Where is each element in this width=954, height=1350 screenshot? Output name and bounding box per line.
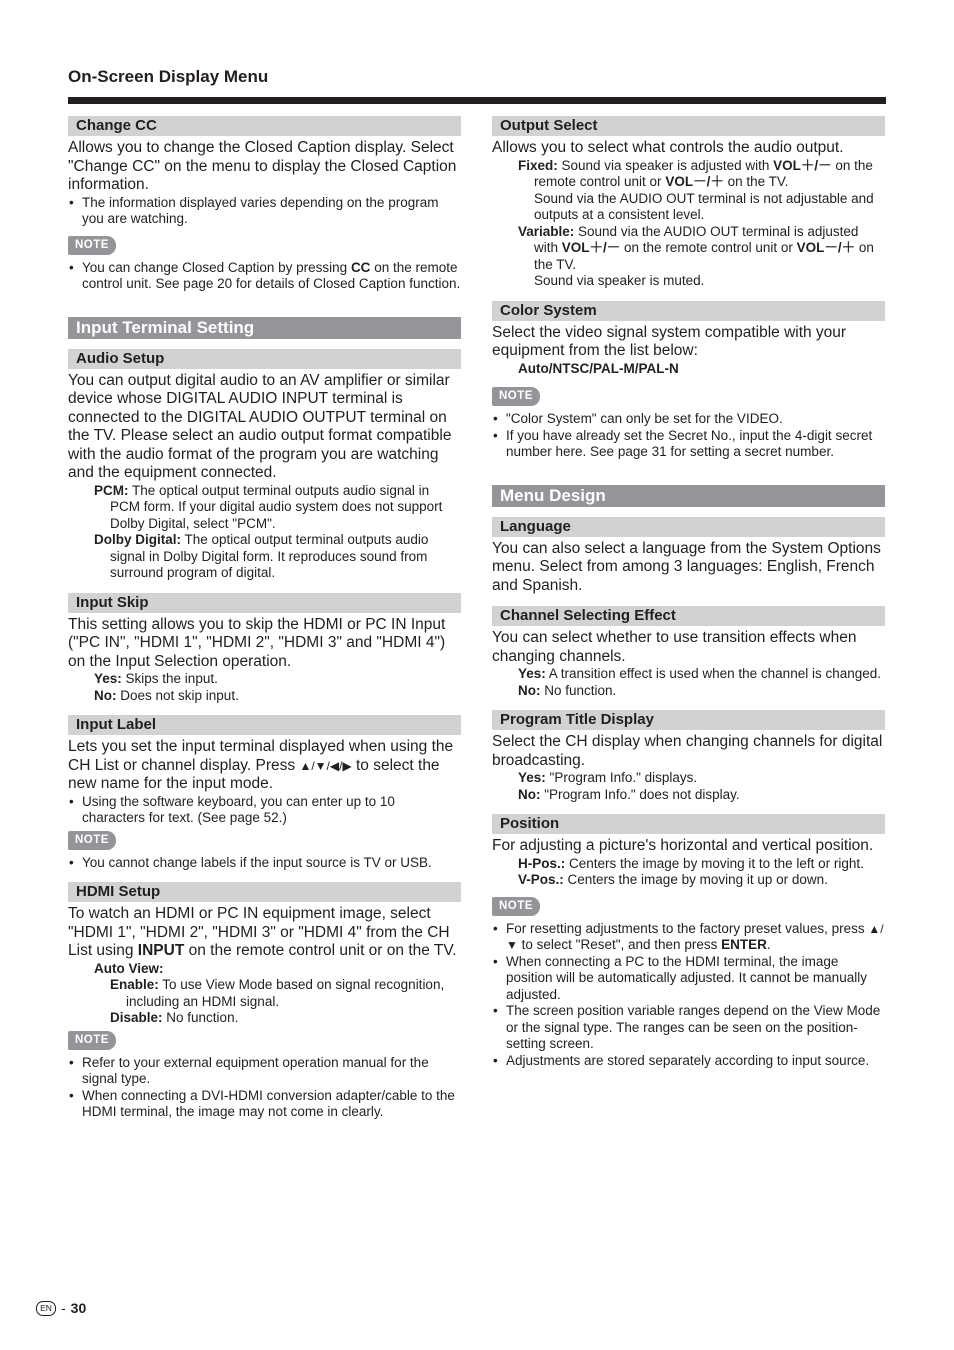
option-variable-extra: Sound via speaker is muted. [534,273,705,288]
note-text: You can change Closed Caption by pressing [82,259,351,275]
option-text: No function. [540,682,617,698]
language-badge: EN [36,1301,56,1316]
note-badge: NOTE [492,387,540,406]
vol-key: VOL＋/－ [773,157,832,173]
option-vpos [492,872,885,889]
option-label: No: [94,687,117,703]
option-text: on the remote control unit or [620,240,797,255]
note-badge: NOTE [68,236,116,255]
note-text: to select "Reset", and then press [517,937,722,952]
note-badge: NOTE [68,1031,116,1050]
option-yes [492,666,885,683]
body-text: Lets you set the input terminal displayed when using the CH List or channel display. Press [68,738,454,774]
option-label: Variable: [518,223,575,239]
body-text: To watch an HDMI or PC IN equipment image, select "HDMI 1", "HDMI 2", "HDMI 3" or "HDMI 4" from the CH List using [68,905,450,959]
note-text: on the remote control unit. See page 20 for details of Closed Caption function. [82,259,461,291]
color-system-options: Auto/NTSC/PAL-M/PAL-N [518,360,679,376]
input-label-body [68,738,461,794]
position-note: • When connecting a PC to the HDMI terminal, the image position will be automatically adjusted. It cannot be manually adjusted. [492,954,885,1004]
option-text: The optical output terminal outputs audio signal in Dolby Digital form. It reproduces sound from surround program of digital. [110,532,429,580]
option-label: Yes: [518,770,546,785]
option-label: Enable: [110,977,159,992]
option-label: No: [518,682,541,698]
program-title-body: Select the CH display when changing channels for digital broadcasting. [492,733,883,769]
note-text: For resetting adjustments to the factory preset values, press [506,920,869,936]
section-menu-design: Menu Design [492,485,885,507]
option-disable [68,1010,461,1027]
option-label: No: [518,786,541,802]
option-fixed-extra: Sound via the AUDIO OUT terminal is not adjustable and outputs at a consistent level. [534,190,874,222]
heading-change-cc: Change CC [68,116,461,136]
section-input-terminal-setting: Input Terminal Setting [68,317,461,339]
heading-input-skip: Input Skip [68,593,461,613]
body-text: on the remote control unit or on the TV. [184,942,457,959]
option-label: V-Pos.: [518,872,564,887]
auto-view-label: Auto View: [94,960,164,976]
option-text: To use View Mode based on signal recognition, including an HDMI signal. [126,977,445,1009]
option-text: Skips the input. [121,671,218,686]
vol-key: VOL－/＋ [665,174,724,189]
input-label-bullet: • Using the software keyboard, you can enter up to 10 characters for text. (See page 52.) [68,794,461,827]
option-yes [68,671,461,688]
option-label: Disable: [110,1010,163,1025]
option-label: H-Pos.: [518,855,566,871]
heading-channel-selecting-effect: Channel Selecting Effect [492,606,885,626]
option-fixed [492,158,885,191]
note-text: . [766,937,771,952]
input-key: INPUT [137,942,185,959]
note-badge: NOTE [492,897,540,916]
option-text: No function. [162,1010,239,1025]
option-variable [492,224,885,274]
option-label: PCM: [94,482,129,498]
language-body: You can also select a language from the System Options menu. Select from among 3 languages: English, French and Spanish. [492,539,881,594]
footer-separator: - [61,1300,66,1316]
option-no [492,787,885,804]
heading-position: Position [492,814,885,834]
color-system-note: • "Color System" can only be set for the VIDEO. [492,411,885,428]
position-note: • Adjustments are stored separately according to input source. [492,1053,885,1070]
audio-setup-body: You can output digital audio to an AV amplifier or similar device whose DIGITAL AUDIO INPUT terminal is connected to the DIGITAL AUDIO OUTPUT terminal on the TV. Please select an audio output format compatible with the audio format of the program you are watching and the equipment connected. [68,371,452,481]
left-column [68,116,461,1121]
hdmi-note: • Refer to your external equipment operation manual for the signal type. [68,1055,461,1088]
page-title: On-Screen Display Menu [68,67,269,86]
color-system-note: • If you have already set the Secret No., input the 4-digit secret number here. See page 31 for setting a secret number. [492,428,885,461]
heading-input-label: Input Label [68,715,461,735]
page-number: 30 [70,1300,87,1316]
channel-effect-body: You can select whether to use transition effects when changing channels. [492,629,857,665]
right-column [492,116,885,1069]
option-hpos [492,856,885,873]
option-text: Sound via speaker is adjusted with [557,157,774,173]
option-text: Centers the image by moving it to the left or right. [565,855,864,871]
vol-key: VOL＋/－ [561,240,621,255]
hdmi-note: • When connecting a DVI-HDMI conversion adapter/cable to the HDMI terminal, the image may not come in clearly. [68,1088,461,1121]
option-text: The optical output terminal outputs audio signal in PCM form. If your digital audio system does not support Dolby Digital, select "PCM". [110,482,443,531]
option-no [68,688,461,705]
option-text: Centers the image by moving it up or down. [563,872,828,887]
input-label-note: • You cannot change labels if the input source is TV or USB. [68,855,461,872]
arrow-keys-icon: ▲/▼ [506,921,884,952]
hdmi-setup-body [68,905,461,961]
option-label: Fixed: [518,157,558,173]
option-label: Yes: [94,671,122,686]
change-cc-bullet: • The information displayed varies depending on the program you are watching. [68,195,461,228]
option-yes [492,770,885,787]
option-label: Yes: [518,666,546,681]
position-body: For adjusting a picture's horizontal and vertical position. [492,837,874,854]
input-skip-body: This setting allows you to skip the HDMI or PC IN Input ("PC IN", "HDMI 1", "HDMI 2", "HDMI 3" and "HDMI 4") on the Input Selection operation. [68,615,446,670]
heading-program-title-display: Program Title Display [492,710,885,730]
heading-color-system: Color System [492,301,885,321]
option-dolby [68,532,461,582]
position-note [492,921,885,954]
arrow-keys-icon: ▲/▼/◀/▶ [299,758,352,773]
body-text: to select the new name for the input mode. [68,756,440,792]
option-enable [68,977,461,1010]
option-text: Sound via the AUDIO OUT terminal is adjusted with [534,223,859,255]
option-text: on the TV. [534,240,874,272]
heading-output-select: Output Select [492,116,885,136]
option-text: A transition effect is used when the channel is changed. [545,666,882,681]
option-text: on the TV. [723,174,789,189]
option-no [492,683,885,700]
output-select-body: Allows you to select what controls the audio output. [492,139,844,156]
title-rule [68,97,886,104]
enter-key: ENTER [721,937,767,952]
heading-audio-setup: Audio Setup [68,349,461,369]
change-cc-note [68,260,461,293]
option-label: Dolby Digital: [94,532,181,547]
page-footer [36,1300,86,1316]
option-text: on the remote control unit or [534,157,873,189]
heading-language: Language [492,517,885,537]
option-text: "Program Info." does not display. [540,786,740,802]
heading-hdmi-setup: HDMI Setup [68,882,461,902]
option-pcm [68,483,461,533]
color-system-body: Select the video signal system compatible with your equipment from the list below: [492,323,847,359]
cc-key: CC [350,259,371,275]
vol-key: VOL－/＋ [796,240,856,255]
option-text: "Program Info." displays. [545,770,698,785]
position-note: • The screen position variable ranges depend on the View Mode or the signal type. The ranges can be seen on the position-setting screen. [492,1003,885,1053]
note-badge: NOTE [68,831,116,850]
change-cc-body: Allows you to change the Closed Caption display. Select "Change CC" on the menu to display the Closed Caption information. [68,139,457,193]
option-text: Does not skip input. [116,687,239,703]
